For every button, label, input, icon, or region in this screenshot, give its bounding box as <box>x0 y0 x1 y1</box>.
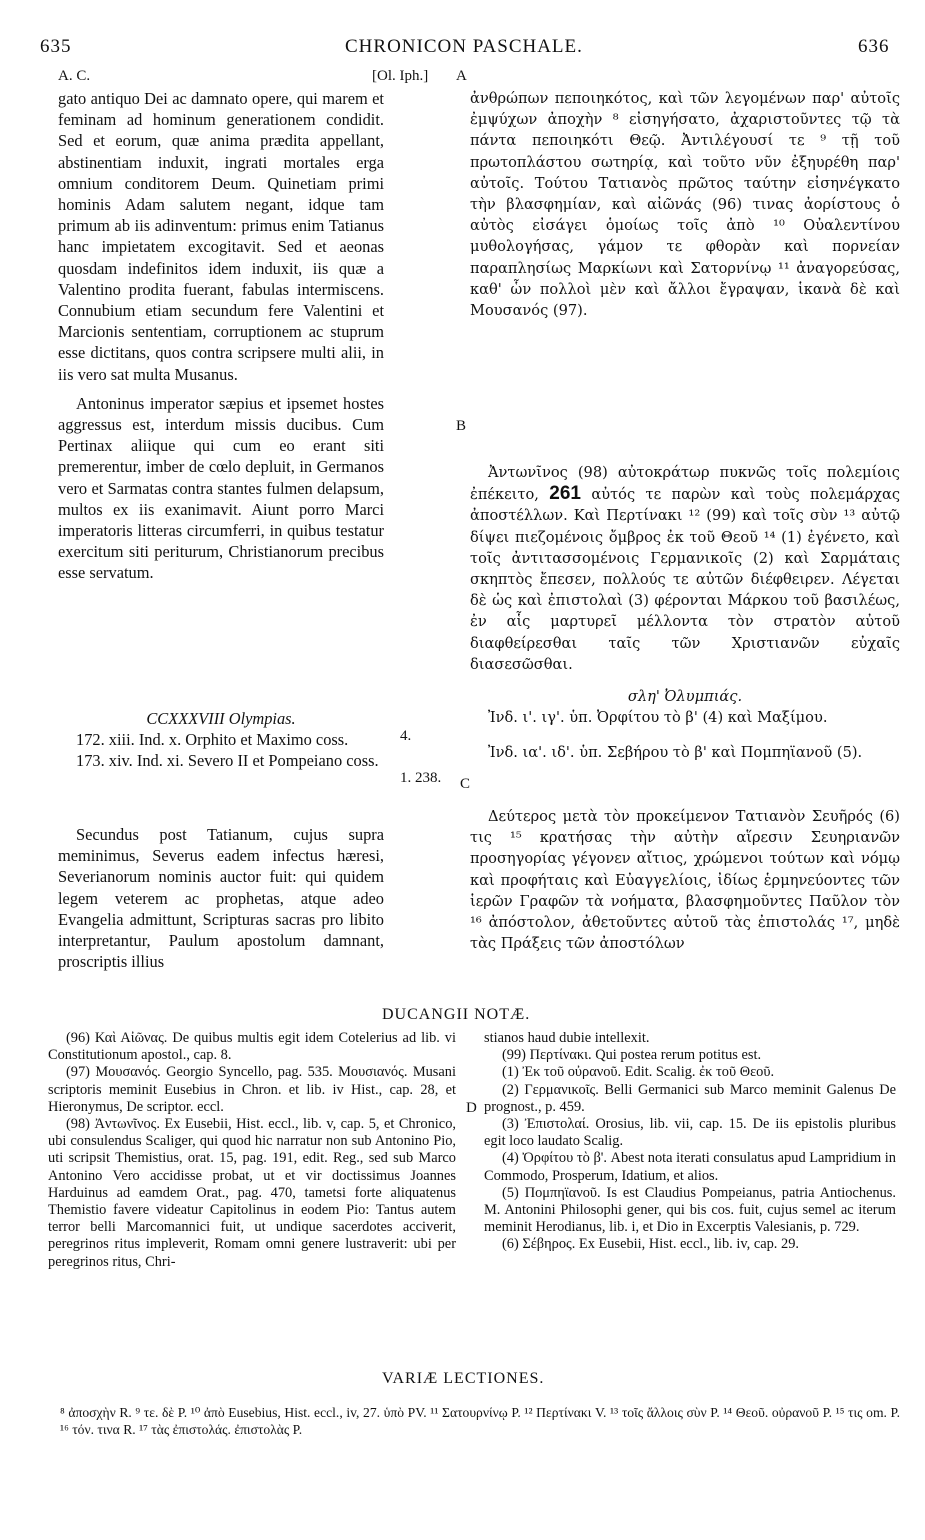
latin-column-bottom <box>58 824 384 972</box>
latin-column-top <box>58 88 384 584</box>
margin-letter-d: D <box>466 1100 477 1116</box>
latin-olympiad-heading: CCXXXVIII Olympias. <box>146 709 296 728</box>
note-entry: (4) Ὀρφίτου τὸ β'. Abest nota iterati consulatus apud Lampridium in Commodo, Prosperum, Idatium, et alios. <box>484 1150 896 1184</box>
note-entry: stianos haud dubie intellexit. <box>484 1030 650 1046</box>
note-entry: (5) Πομπηϊανοῦ. Is est Claudius Pompeianus, patria Antiochenus. M. Antonini Philosophi gener, qui bis cos. fuit, cujus semel ac iterum meminit Herodianus, lib. i, et Dio in Excerptis Valesianis, p. 729. <box>484 1184 896 1236</box>
greek-paragraph: Δεύτερος μετὰ τὸν προκείμενον Τατιανὸν Σευῆρός (6) τις ¹⁵ κρατήσας τὴν αὐτὴν αἵρεσιν Σευηριανῶν προσηγορίας γέγονεν αἴτιος, χρώμενοι τούτων καὶ νόμῳ καὶ προφήταις καὶ Εὐαγγελίοις, ἰδίως ἑρμηνεύοντες τῶν ἱερῶν Γραφῶν τὰ νοήματα, βλασφημοῦντες Παῦλον τὸν ¹⁶ ἀπόστολον, ἀθετοῦντες αὐτοῦ τὰς ἐπιστολάς ¹⁷, μηδὲ τὰς Πράξεις τῶν ἀποστόλων <box>470 808 900 953</box>
greek-column-bottom <box>470 806 900 954</box>
margin-number-4: 4. <box>400 728 412 744</box>
page-number-left: 635 <box>40 36 72 57</box>
notes-right-column <box>484 1030 896 1254</box>
running-title: CHRONICON PASCHALE. <box>345 36 583 57</box>
page-number-261: 261 <box>549 483 581 505</box>
note-entry: (96) Καὶ Αἰῶνας. De quibus multis egit idem Cotelerius ad lib. vi Constitutionum apostol., cap. 8. <box>48 1030 456 1064</box>
margin-letter-a: A <box>456 68 467 84</box>
latin-chronology <box>58 708 384 772</box>
note-entry: (2) Γερμανικοῖς. Belli Germanici sub Marco meminit Galenus De prognost., p. 459. <box>484 1081 896 1115</box>
note-entry: (3) Ἐπιστολαί. Orosius, lib. vii, cap. 15. De iis epistolis pluribus egit loco laudato Scalig. <box>484 1116 896 1150</box>
note-entry: (6) Σέβηρος. Ex Eusebii, Hist. eccl., lib. iv, cap. 29. <box>502 1236 799 1253</box>
latin-paragraph: Secundus post Tatianum, cujus supra meminimus, Severus eadem infectus hæresi, Severianorum nominis auctor fuit: qui quidem legem veterem ac prophetas, atque adeo Evangelia admittunt, Scripturas sacras pro libito interpretantur, Paulum apostolum damnant, proscriptis illius <box>58 825 384 972</box>
notes-left-column <box>48 1030 456 1271</box>
greek-chronology <box>470 686 900 764</box>
margin-ref-1-238: 1. 238. <box>400 770 442 786</box>
variae-lectiones-text: ⁸ ἀποσχὴν R. ⁹ τε. δὲ P. ¹⁰ ἀπὸ Eusebius, Hist. eccl., iv, 27. ὑπὸ PV. ¹¹ Σατουρνίνῳ P. ¹² Περτίνακι V. ¹³ τοῖς ἄλλοις σὺν P. ¹⁴ Θεοῦ. οὐρανοῦ P. ¹⁵ τις om. P. ¹⁶ τόν. τινα R. ¹⁷ τὰς ἐπιστολάς. ἐπιστολὰς P. <box>60 1405 900 1437</box>
latin-year-entry: 172. xiii. Ind. x. Orphito et Maximo coss. <box>76 730 349 750</box>
greek-year-entry: Ἰνδ. ι'. ιγ'. ὑπ. Ὀρφίτου τὸ β' (4) καὶ Μαξίμου. <box>488 709 828 727</box>
note-entry: (97) Μουσανός. Georgio Syncello, pag. 535. Μουσιανός. Musani scriptoris meminit Eusebius in Chron. et lib. iv Hist., cap. 28, et Hieronymus, De scriptor. eccl. <box>48 1064 456 1115</box>
greek-olympiad-heading: σλη' Ὀλυμπιάς. <box>627 688 743 705</box>
latin-year-entry: 173. xiv. Ind. xi. Severo II et Pompeiano coss. <box>76 751 379 771</box>
anno-christi-label: A. C. <box>58 68 91 84</box>
variae-lectiones-heading: VARIÆ LECTIONES. <box>382 1370 545 1387</box>
greek-paragraph: Ἀντωνῖνος (98) αὐτοκράτωρ πυκνῶς τοῖς πολεμίοις ἐπέκειτο, 261 αὐτός τε παρὼν καὶ τοὺς πολεμάρχας ἀποστέλλων. Καὶ Περτίνακι ¹² (99) καὶ τοῖς σὺν ¹³ αὐτῷ δίψει πιεζομένοις ὄμβρος ἐκ τοῦ Θεοῦ ¹⁴ (1) ἐγένετο, καὶ τοῖς ἀντιτασσομένοις Γερμανικοῖς (2) καὶ Σαρμάταις σκηπτὸς ἔπεσεν, πολλούς τε αὐτῶν διέφθειρεν. Λέγεται δὲ ὡς καὶ ἐπιστολαὶ (3) φέρονται Μάρκου τοῦ βασιλέως, ἐν αἷς μαρτυρεῖ μέλλοντα τὸν στρατὸν αὐτοῦ διαφθείρεσθαι ταῖς τῶν Χριστιανῶν εὐχαῖς διασεσῶσθαι. <box>470 464 901 673</box>
margin-letter-b: B <box>456 418 467 434</box>
greek-paragraph: ἀνθρώπων πεποιηκότος, καὶ τῶν λεγομένων παρ' αὐτοῖς ἐμψύχων ἀποχὴν ⁸ εἰσηγήσατο, ἀχαριστοῦντες τῷ τὰ πάντα πεποιηκότι Θεῷ. Ἀντιλέγουσί τε ⁹ τῇ τοῦ πρωτοπλάστου σωτηρίᾳ, καὶ τοῦτο νῦν ἐξηυρέθη παρ' αὐτοῖς. Τούτου Τατιανὸς πρῶτος ταύτην εἰσηνέγκατο τὴν βλασφημίαν, καὶ αἰῶνάς (96) τινας ἀορίστους ὁ αὐτὸς εἰσάγει ὁμοίως τοῖς ἀπὸ ¹⁰ Οὐαλεντίνου μυθολογήσας, γάμον τε φθορὰν καὶ πορνείαν παραπλησίως Μαρκίωνι καὶ Σατορνίνῳ ¹¹ ἀναγορεύσας, καθ' ὧν πολλοὶ μὲν καὶ ἄλλοι ἔγραψαν, ἱκανὰ δὲ καὶ Μουσανός (97). <box>470 90 900 320</box>
greek-column-middle <box>470 462 900 675</box>
note-entry: (1) Ἐκ τοῦ οὐρανοῦ. Edit. Scalig. ἐκ τοῦ Θεοῦ. <box>502 1064 775 1081</box>
latin-paragraph: Antoninus imperator sæpius et ipsemet hostes aggressus est, interdum missis ducibus. Cum Pertinax aliique qui cum eo erant siti premerentur, imber de cœlo depluit, in Germanos vero et Sarmatas contra stantes fulmen delapsum, multos ex iis exanimavit. Aiunt porro Marci imperatoris litteras circumferri, in quibus testatur exercitum siti periturum, Christianorum precibus esse servatum. <box>58 393 384 583</box>
notes-heading: DUCANGII NOTÆ. <box>382 1006 531 1023</box>
page-number-right: 636 <box>858 36 890 57</box>
note-entry: (99) Περτίνακι. Qui postea rerum potitus est. <box>502 1047 762 1064</box>
note-entry: (98) Ἀντωνῖνος. Ex Eusebii, Hist. eccl., lib. v, cap. 5, et Chronico, ubi consulendus Scaliger, qui quod hic narratur non sub Antonino Pio, uti scripsit Themistius, orat. 15, pag. 191, edit. Reg., sed sub Marco Antonino Vero accidisse probat, ut et vir doctissimus Joannes Harduinus ad eamdem Orat., pag. 470, tametsi forte aliquatenus Themistio favere videatur Capitolinus in eodem Pio: Tantus autem terror belli Marcomannici fuit, ut undique sacerdotes acciverit, peregrinos ritus impleverit, Romam omni genere lustraverit: ubi per peregrinos ritus, Chri- <box>48 1116 456 1270</box>
olympiad-label: [Ol. Iph.] <box>372 68 429 84</box>
latin-paragraph: gato antiquo Dei ac damnato opere, qui marem et feminam ad hominum generationem condidit. Sed et eorum, quæ anima prædita appellant, abstinentiam induxit, ingrati mortales erga omnium conditorem Deum. Quinetiam primi hominis Adam salutem negant, idque tam primum ab iis adinventum: primus enim Tatianus hanc impietatem excogitavit. Sed et aeonas quosdam indefinitos idem induxit, iis quæ a Valentino prodita fuerant, fabulas intermiscens. Connubium etiam secundum fere Valentini et Marcionis sententiam, corruptionem ac stuprum esse dictitans, quos contra scripsere multi alii, in iis vero sat multa Musanus. <box>58 89 384 384</box>
greek-year-entry: Ἰνδ. ια'. ιδ'. ὑπ. Σεβήρου τὸ β' καὶ Πομπηϊανοῦ (5). <box>488 744 863 762</box>
greek-column-top <box>470 88 900 321</box>
margin-letter-c: C <box>460 776 471 792</box>
